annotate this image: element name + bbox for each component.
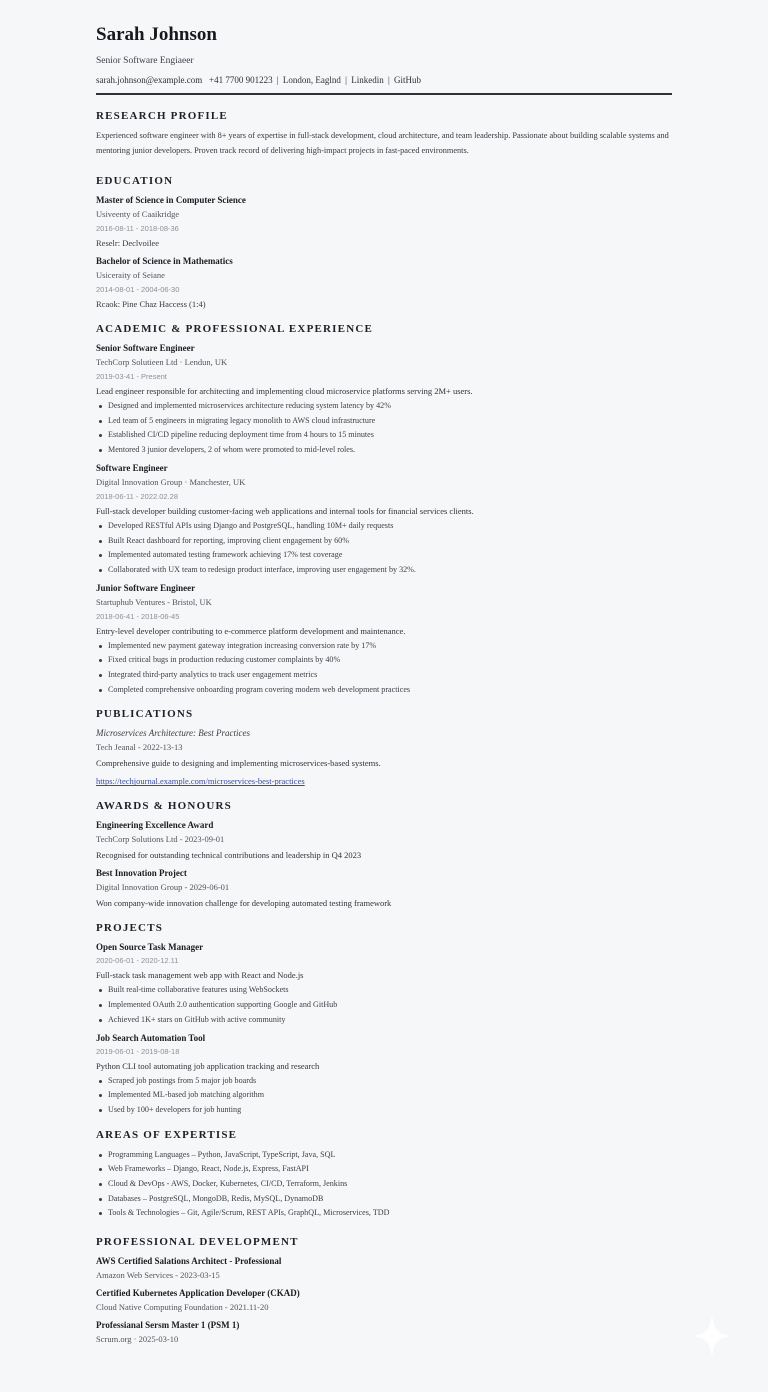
- experience-entry: [96, 462, 672, 578]
- experience-dates: 2019-03-41 - Present: [96, 372, 167, 381]
- expertise-item: Cloud & DevOps - AWS, Docker, Kubernetes, CI/CD, Terraform, Jenkins: [108, 1177, 672, 1192]
- education-school: Usiceraity of Seiane: [96, 270, 165, 280]
- experience-dates: 2018-06-11 - 2022.02.28: [96, 491, 179, 501]
- bullet-item: Led team of 5 engineers in migrating legacy monolith to AWS cloud infrastructure: [108, 414, 672, 429]
- publication-desc: Comprehensive guide to designing and implementing microservices-based systems.: [96, 758, 381, 769]
- project-bullets: [96, 1074, 672, 1118]
- header-divider: [96, 93, 672, 95]
- award-org-date: TechCorp Solutions Ltd - 2023-09-01: [96, 834, 225, 845]
- bullet-item: Collaborated with UX team to redesign product interface, improving user engagement by 32%.: [108, 563, 672, 578]
- section-title: AREAS OF EXPERTISE: [96, 1128, 238, 1141]
- section-title: ACADEMIC & PROFESSIONAL EXPERIENCE: [96, 323, 374, 335]
- publication-venue-date: Tech Jeanal - 2022-13-13: [96, 742, 183, 753]
- section-title: EDUCATION: [96, 175, 174, 187]
- bullet-item: Implemented ML-based job matching algorithm: [108, 1088, 672, 1103]
- project-title: Job Search Automation Tool: [96, 1032, 206, 1043]
- publication-entry: [96, 727, 672, 789]
- expertise-item: Databases – PostgreSQL, MongoDB, Redis, MySQL, DynamoDB: [108, 1192, 672, 1207]
- resume-page: [96, 22, 672, 1351]
- resume-header: [96, 22, 672, 95]
- experience-org: Digital Innovation Group · Manchester, UK: [96, 476, 246, 487]
- project-entry: [96, 941, 672, 1027]
- section-profile: [96, 109, 672, 158]
- project-dates: 2019-06-01 - 2019-08-18: [96, 1046, 180, 1056]
- project-desc: Full-stack task management web app with React and Node.js: [96, 970, 304, 981]
- section-experience: [96, 322, 672, 697]
- candidate-name: Sarah Johnson: [96, 24, 217, 45]
- experience-summary: Entry-level developer contributing to e-commerce platform development and maintenance.: [96, 625, 406, 636]
- project-entry: [96, 1032, 672, 1118]
- experience-entry: [96, 582, 672, 698]
- certification-org-date: Cloud Native Computing Foundation - 2021.11-20: [96, 1302, 269, 1313]
- certification-title: AWS Certified Salations Architect - Professional: [96, 1256, 282, 1267]
- contact-linkedin-link[interactable]: Linkedin: [351, 75, 384, 85]
- certification-entry: [96, 1287, 672, 1315]
- section-development: [96, 1235, 672, 1347]
- experience-role: Senior Software Engineer: [96, 343, 195, 353]
- bullet-item: Scraped job postings from 5 major job boards: [108, 1074, 672, 1089]
- experience-entry: [96, 342, 672, 458]
- experience-org: TechCorp Solutieen Ltd · Lendun, UK: [96, 357, 228, 367]
- bullet-item: Established CI/CD pipeline reducing deployment time from 4 hours to 15 minutes: [108, 428, 672, 443]
- publication-title: Microservices Architecture: Best Practices: [96, 728, 251, 739]
- certification-title: Professianal Sersm Master 1 (PSM 1): [96, 1320, 240, 1331]
- bullet-item: Designed and implemented microservices architecture reducing system latency by 42%: [108, 399, 672, 414]
- section-title: AWARDS & HONOURS: [96, 800, 232, 813]
- certification-title: Certified Kubernetes Application Developer (CKAD): [96, 1288, 300, 1299]
- education-degree: Master of Science in Computer Science: [96, 195, 246, 205]
- expertise-item: Web Frameworks – Django, React, Node.js, Express, FastAPI: [108, 1162, 672, 1177]
- certification-org-date: Scrum.org · 2025-03-10: [96, 1334, 179, 1345]
- experience-bullets: [96, 399, 672, 458]
- education-note: Rcaok: Pine Chaz Haccess (1:4): [96, 299, 206, 309]
- contact-github-link[interactable]: GitHub: [394, 75, 422, 85]
- section-title: PUBLICATIONS: [96, 708, 194, 721]
- award-title: Best Innovation Project: [96, 868, 187, 879]
- bullet-item: Built real-time collaborative features using WebSockets: [108, 983, 672, 998]
- publication-link[interactable]: https://techjournal.example.com/microservices-best-practices: [96, 776, 305, 787]
- certification-entry: [96, 1319, 672, 1347]
- sparkle-icon: [694, 1314, 730, 1358]
- section-publications: [96, 707, 672, 789]
- education-degree: Bachelor of Science in Mathematics: [96, 256, 233, 266]
- certification-org-date: Amazon Web Services - 2023-03-15: [96, 1270, 220, 1281]
- bullet-item: Implemented OAuth 2.0 authentication supporting Google and GitHub: [108, 998, 672, 1013]
- contact-separator: |: [276, 75, 279, 85]
- experience-summary: Lead engineer responsible for architecting and implementing cloud microservice platforms serving 2M+ users.: [96, 386, 473, 396]
- expertise-item: Programming Languages – Python, JavaScript, TypeScript, Java, SQL: [108, 1148, 672, 1163]
- candidate-title: Senior Software Engiaeer: [96, 56, 194, 66]
- section-title: PROFESSIONAL DEVELOPMENT: [96, 1236, 299, 1249]
- experience-bullets: [96, 519, 672, 578]
- award-desc: Won company-wide innovation challenge for developing automated testing framework: [96, 898, 392, 909]
- education-dates: 2016-08-11 - 2018-08-36: [96, 224, 179, 233]
- section-education: [96, 174, 672, 312]
- bullet-item: Developed RESTful APIs using Django and PostgreSQL, handling 10M+ daily requests: [108, 519, 672, 534]
- award-entry: [96, 867, 672, 911]
- experience-role: Junior Software Engineer: [96, 582, 196, 593]
- award-desc: Recognised for outstanding technical contributions and leadership in Q4 2023: [96, 850, 362, 861]
- award-title: Engineering Excellence Award: [96, 820, 214, 831]
- experience-bullets: [96, 639, 672, 698]
- section-title: RESEARCH PROFILE: [96, 110, 228, 122]
- expertise-list: [96, 1148, 672, 1222]
- certification-entry: [96, 1255, 672, 1283]
- bullet-item: Implemented automated testing framework achieving 17% test coverage: [108, 548, 672, 563]
- education-entry: [96, 194, 672, 251]
- bullet-item: Completed comprehensive onboarding program covering modern web development practices: [108, 683, 672, 698]
- bullet-item: Achieved 1K+ stars on GitHub with active community: [108, 1013, 672, 1028]
- section-title: PROJECTS: [96, 922, 164, 935]
- bullet-item: Integrated third-party analytics to track user engagement metrics: [108, 668, 672, 683]
- contact-separator: |: [387, 75, 390, 85]
- section-awards: [96, 799, 672, 911]
- award-entry: [96, 819, 672, 863]
- experience-role: Software Engineer: [96, 462, 168, 473]
- experience-org: Startuphub Ventures - Bristol, UK: [96, 596, 212, 607]
- profile-text: Experienced software engineer with 8+ years of expertise in full-stack development, cloud architecture, and team leadership. Passionate about building scalable systems and mentoring junior developers. Proven track record of delivering high-impact projects in fast-paced environments.: [96, 131, 669, 155]
- expertise-item: Tools & Technologies – Git, Agile/Scrum, REST APIs, GraphQL, Microservices, TDD: [108, 1206, 672, 1221]
- bullet-item: Mentored 3 junior developers, 2 of whom were promoted to mid-level roles.: [108, 443, 672, 458]
- contact-line: [96, 74, 672, 86]
- education-note: Reselr: Declvoilee: [96, 238, 160, 248]
- education-school: Usiveenty of Caaikridge: [96, 209, 180, 219]
- project-dates: 2020-06-01 - 2020-12.11: [96, 956, 179, 966]
- experience-dates: 2018-06-41 - 2018-06-45: [96, 611, 180, 621]
- bullet-item: Used by 100+ developers for job hunting: [108, 1103, 672, 1118]
- section-projects: [96, 921, 672, 1117]
- project-desc: Python CLI tool automating job application tracking and research: [96, 1060, 320, 1071]
- education-dates: 2014-08-01 - 2004-06-30: [96, 285, 180, 294]
- bullet-item: Implemented new payment gateway integration increasing conversion rate by 17%: [108, 639, 672, 654]
- experience-summary: Full-stack developer building customer-facing web applications and internal tools for financial services clients.: [96, 505, 474, 516]
- section-expertise: [96, 1128, 672, 1222]
- contact-location: London, Eaglnd: [282, 75, 341, 85]
- education-entry: [96, 255, 672, 312]
- project-title: Open Source Task Manager: [96, 942, 204, 953]
- contact-phone: +41 7700 901223: [209, 75, 273, 85]
- bullet-item: Built React dashboard for reporting, improving client engagement by 60%: [108, 534, 672, 549]
- contact-email[interactable]: sarah.johnson@example.com: [96, 75, 203, 85]
- bullet-item: Fixed critical bugs in production reducing customer complaints by 40%: [108, 653, 672, 668]
- award-org-date: Digital Innovation Group - 2029-06-01: [96, 882, 230, 893]
- project-bullets: [96, 983, 672, 1027]
- contact-separator: |: [345, 75, 347, 85]
